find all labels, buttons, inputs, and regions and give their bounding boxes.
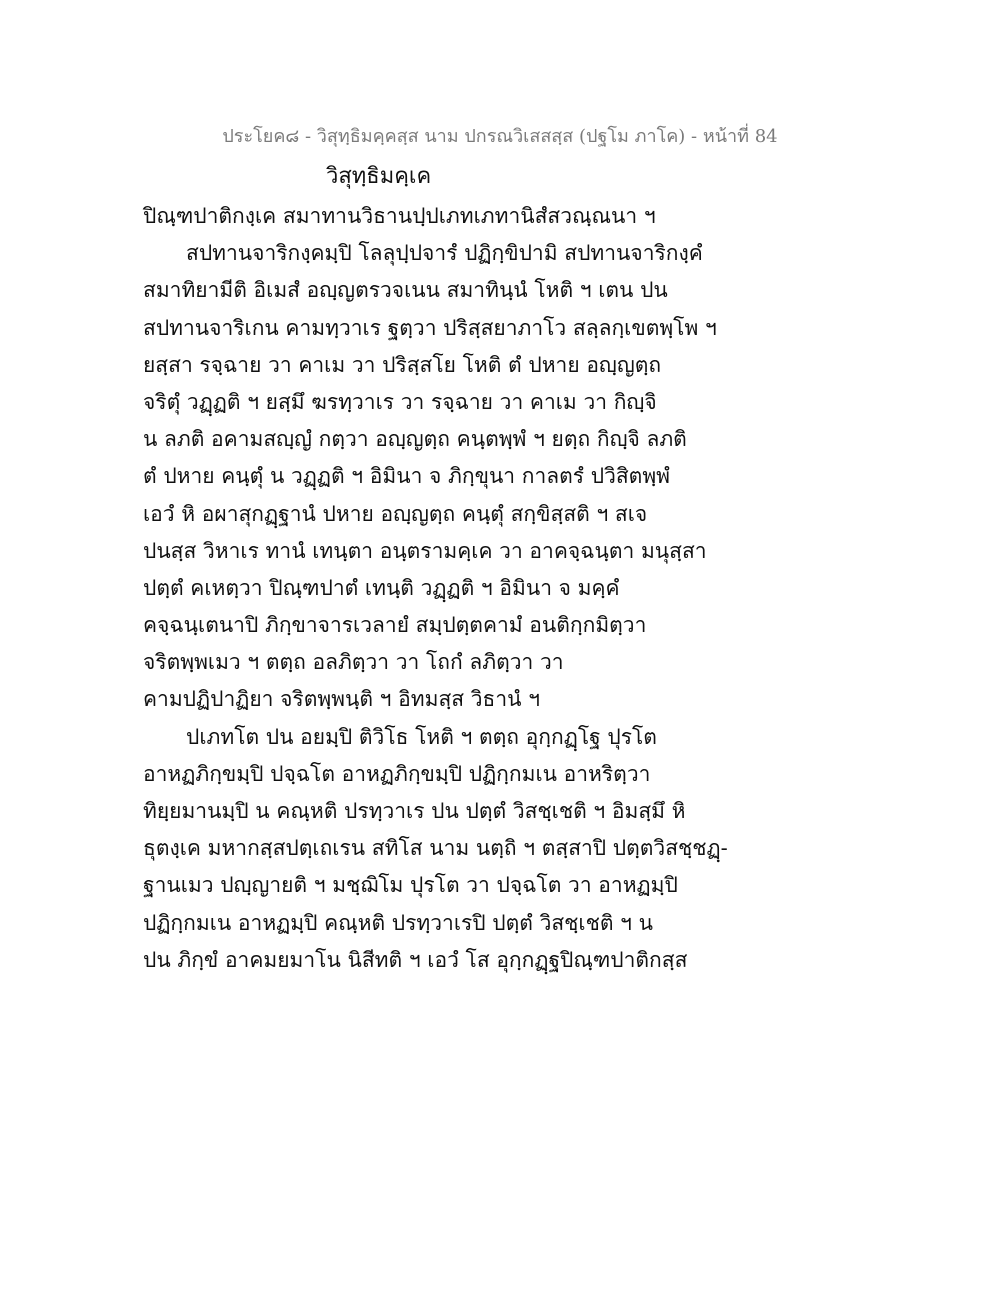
section-heading: วิสุทฺธิมคฺเค — [326, 164, 432, 189]
body-text — [143, 198, 863, 979]
text-line: ปเภทโต ปน อยมฺปิ ติวิโธ โหติ ฯ ตตฺถ อุกฺกฏฺโฐ ปุรโต — [186, 724, 657, 749]
text-line: สปทานจาริกงฺคมฺปิ โลลุปฺปจารํ ปฏิกฺขิปามิ สปทานจาริกงฺคํ — [186, 241, 703, 266]
text-line: ปิณฺฑปาติกงฺเค สมาทานวิธานปฺปเภทเภทานิสํสวณฺณนา ฯ — [143, 204, 656, 228]
text-line: ปนสฺส วิหาเร ทานํ เทนฺตา อนฺตรามคฺเค วา อาคจฺฉนฺตา มนุสฺสา — [143, 538, 707, 563]
text-line: ฐานเมว ปญฺญายติ ฯ มชฺฌิโม ปุรโต วา ปจฺฉโต วา อาหฏมฺปิ — [143, 873, 678, 898]
text-line: สปทานจาริเกน คามทฺวาเร ฐตฺวา ปริสฺสยาภาโว สลฺลกฺเขตพฺโพ ฯ — [143, 315, 717, 340]
text-line: อาหฏภิกฺขมฺปิ ปจฺฉโต อาหฏภิกฺขมฺปิ ปฏิกฺกมเน อาหริตฺวา — [143, 761, 651, 786]
text-line: เอวํ หิ อผาสุกฏฺฐานํ ปหาย อญฺญตฺถ คนฺตุํ สกฺขิสฺสติ ฯ สเจ — [143, 501, 648, 526]
text-line: น ลภติ อคามสญฺญํ กตฺวา อญฺญตฺถ คนฺตพฺพํ ฯ ยตฺถ กิญฺจิ ลภติ — [143, 427, 687, 452]
text-line: คจฺฉนฺเตนาปิ ภิกฺขาจารเวลายํ สมฺปตฺตคามํ อนติกฺกมิตฺวา — [143, 613, 647, 638]
text-line: ปฏิกฺกมเน อาหฏมฺปิ คณฺหติ ปรทฺวาเรปิ ปตฺตํ วิสชฺเชติ ฯ น — [143, 910, 653, 935]
running-header: ประโยค๘ - วิสุทฺธิมคฺคสฺส นาม ปกรณวิเสสสฺส (ปฐโม ภาโค) - หน้าที่ 84 — [222, 126, 778, 147]
text-line: ทิยฺยมานมฺปิ น คณฺหติ ปรทฺวาเร ปน ปตฺตํ วิสชฺเชติ ฯ อิมสฺมึ หิ — [143, 799, 686, 823]
text-line: ตํ ปหาย คนฺตุํ น วฏฺฏติ ฯ อิมินา จ ภิกฺขุนา กาลตรํ ปวิสิตพฺพํ — [143, 464, 670, 489]
text-line: ธุตงฺเค มหากสฺสปตฺเถเรน สทิโส นาม นตฺถิ ฯ ตสฺสาปิ ปตฺตวิสชฺชฏฺ- — [143, 836, 728, 861]
text-line: จริตุํ วฏฺฏติ ฯ ยสฺมึ ฆรทฺวาเร วา รจฺฉาย วา คาเม วา กิญฺจิ — [143, 389, 657, 414]
text-line: คามปฏิปาฏิยา จริตพฺพนฺติ ฯ อิทมสฺส วิธานํ ฯ — [143, 687, 540, 712]
text-line: สมาทิยามีติ อิเมสํ อญฺญตรวจเนน สมาทินฺนํ โหติ ฯ เตน ปน — [143, 278, 668, 303]
text-line: ปตฺตํ คเหตฺวา ปิณฺฑปาตํ เทนฺติ วฏฺฏติ ฯ อิมินา จ มคฺคํ — [143, 575, 620, 600]
text-line: จริตพฺพเมว ฯ ตตฺถ อลภิตฺวา วา โถกํ ลภิตฺวา วา — [143, 650, 564, 675]
text-line: ปน ภิกฺขํ อาคมยมาโน นิสีทติ ฯ เอวํ โส อุกฺกฏฺฐปิณฺฑปาติกสฺส — [143, 947, 688, 972]
text-line: ยสฺสา รจฺฉาย วา คาเม วา ปริสฺสโย โหติ ตํ ปหาย อญฺญตฺถ — [143, 352, 662, 377]
